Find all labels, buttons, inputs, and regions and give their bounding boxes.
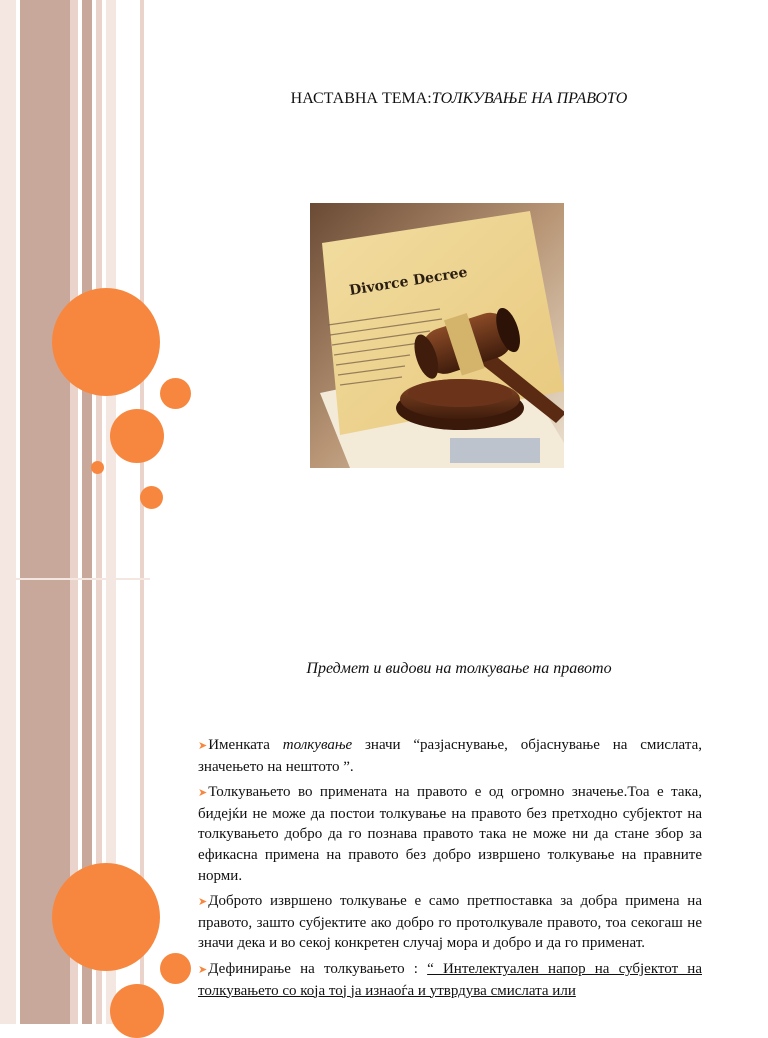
decorative-circle-medium [110,409,164,463]
paragraph [198,891,702,954]
paper-heading: Divorce Decree [348,264,469,299]
paragraph [198,782,702,886]
paragraph-text: Дефинирање на толкувањето : [208,960,428,977]
bullet-arrow-icon: ➤ [198,787,208,800]
decorative-circle-small [160,953,191,984]
page-title [0,90,768,108]
paragraph-text: Именката [208,737,283,753]
paragraph-italic: толкување [282,737,353,753]
decorative-circle-large [52,863,160,971]
stripe-1 [0,0,16,1024]
paragraph-text: Доброто извршено толкување е само претпоставка за добра примена на правото, зашто субјектите ако добро го протолкувале правото, тоа секогаш не значи дека и во секој конкретен случај мора и добро и да го применат. [198,893,702,952]
paragraph [198,959,702,1001]
bullet-arrow-icon: ➤ [198,740,208,752]
body-text [198,735,702,1006]
definition-quote: “ Интелектуален напор на субјектот на толкувањето со која тој ја изнаоѓа и утврдува смислата или [198,960,702,999]
decorative-circle-large [52,288,160,396]
gavel-on-document-image [310,203,564,468]
title-label: НАСТАВНА ТЕМА: [290,90,432,107]
decorative-circle-small [160,378,191,409]
decorative-circle-small [140,486,163,509]
decorative-circle-tiny [91,461,104,474]
decorative-circle-medium [110,984,164,1038]
paragraph [198,735,702,777]
title-topic: ТОЛКУВАЊЕ НА ПРАВОТО [431,90,628,107]
stripe-2 [20,0,70,1024]
paragraph-text: Толкувањето во примената на правото е од огромно значење.Тоа е така, бидејќи не може да постои толкување на правото без претходно субјектот на толкувањето добро да го познава правото така не може ни да стане збор за ефикасна примена на правото без добро извршено толкување на правните норми. [198,784,702,884]
section-subheading: Предмет и видови на толкување на правото [306,660,612,677]
stripe-7 [140,0,144,1024]
bullet-arrow-icon: ➤ [198,963,208,976]
bullet-arrow-icon: ➤ [198,896,208,909]
paragraph-text: значи “разјаснување, објаснување на смислата, значењето на нештото ”. [198,737,702,775]
stripe-divider [0,578,150,580]
